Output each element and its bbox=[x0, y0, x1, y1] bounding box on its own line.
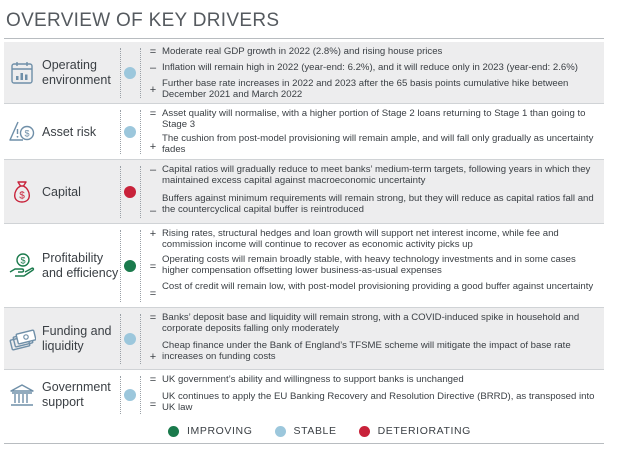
item-symbol: – bbox=[149, 205, 157, 217]
item-text: Buffers against minimum requirements will remain strong, but they will reduce as capital ratios fall and the countercyclical capital buffer is reintroduced bbox=[162, 193, 594, 215]
divider bbox=[120, 48, 121, 98]
item-symbol: = bbox=[149, 46, 157, 58]
trend-dot-stable bbox=[124, 333, 136, 345]
driver-label: Profitability and efficiency bbox=[42, 251, 119, 280]
divider bbox=[120, 376, 121, 414]
trend-dot-stable bbox=[124, 126, 136, 138]
svg-text:$: $ bbox=[19, 190, 25, 202]
item-symbol: = bbox=[149, 288, 157, 300]
item-text: The cushion from post-model provisioning will remain ample, and will fall only gradually as uncertainty fades bbox=[162, 133, 594, 155]
legend-item-stable bbox=[275, 425, 337, 437]
driver-row-government-support bbox=[4, 370, 604, 420]
item-text: Rising rates, structural hedges and loan growth will support net interest income, while fee and commission income will continue to recover as economic activity picks up bbox=[162, 228, 559, 250]
item-symbol: = bbox=[149, 374, 157, 386]
divider bbox=[140, 48, 141, 98]
legend-dot-improving bbox=[168, 426, 179, 437]
divider bbox=[120, 166, 121, 218]
divider bbox=[120, 314, 121, 364]
item-text: UK government’s ability and willingness to support banks is unchanged bbox=[162, 374, 464, 385]
driver-label: Capital bbox=[42, 184, 81, 199]
divider bbox=[120, 110, 121, 154]
divider bbox=[140, 314, 141, 364]
item-symbol: + bbox=[149, 84, 157, 96]
driver-row-asset-risk bbox=[4, 104, 604, 160]
item-text: UK continues to apply the EU Banking Recovery and Resolution Directive (BRRD), as transposed into UK law bbox=[162, 391, 595, 413]
page-title: OVERVIEW OF KEY DRIVERS bbox=[6, 10, 280, 31]
item-symbol: = bbox=[149, 312, 157, 324]
legend-item-deteriorating bbox=[359, 425, 471, 437]
divider bbox=[120, 230, 121, 302]
trend-dot-stable bbox=[124, 67, 136, 79]
driver-row-profitability-efficiency bbox=[4, 224, 604, 308]
item-text: Cheap finance under the Bank of England’s TFSME scheme will mitigate the impact of base rate increases on funding costs bbox=[162, 340, 571, 362]
driver-label: Government support bbox=[42, 380, 111, 409]
hand-coin-icon bbox=[8, 252, 36, 280]
svg-text:$: $ bbox=[24, 128, 30, 139]
item-text: Operating costs will remain broadly stable, with heavy technology investments and in some cases higher compensation offsetting lower business-as-usual expenses bbox=[162, 254, 576, 276]
government-building-icon bbox=[8, 381, 36, 409]
legend-dot-stable bbox=[275, 426, 286, 437]
calendar-chart-icon bbox=[8, 59, 36, 87]
trend-dot-improving bbox=[124, 260, 136, 272]
legend-dot-deteriorating bbox=[359, 426, 370, 437]
item-text: Cost of credit will remain low, with post-model provisioning providing a good buffer against uncertainty bbox=[162, 281, 594, 292]
item-text: Further base rate increases in 2022 and 2023 after the 65 basis points cumulative hike between December 2021 and March 2022 bbox=[162, 78, 569, 100]
item-symbol: – bbox=[149, 62, 157, 74]
driver-label: Funding and liquidity bbox=[42, 324, 112, 353]
item-text: Capital ratios will gradually reduce to meet banks’ medium-term targets, following years in which they maintained excess capital against macroeconomic uncertainty bbox=[162, 164, 591, 186]
divider bbox=[140, 110, 141, 154]
item-symbol: = bbox=[149, 399, 157, 411]
item-text: Moderate real GDP growth in 2022 (2.8%) and rising house prices bbox=[162, 46, 443, 57]
legend-label: STABLE bbox=[293, 425, 337, 437]
item-symbol: – bbox=[149, 164, 157, 176]
item-text: Inflation will remain high in 2022 (year-end: 6.2%), and it will reduce only in 2023 (year-end: 2.6%) bbox=[162, 62, 578, 73]
svg-text:$: $ bbox=[20, 255, 26, 266]
title-divider bbox=[4, 38, 604, 39]
driver-row-capital bbox=[4, 160, 604, 224]
legend-label: DETERIORATING bbox=[377, 425, 471, 437]
driver-label: Operating environment bbox=[42, 58, 111, 87]
money-bag-icon bbox=[8, 178, 36, 206]
trend-dot-deteriorating bbox=[124, 186, 136, 198]
divider bbox=[140, 376, 141, 414]
trend-dot-stable bbox=[124, 389, 136, 401]
legend-item-improving bbox=[168, 425, 253, 437]
item-symbol: + bbox=[149, 351, 157, 363]
divider bbox=[140, 230, 141, 302]
bottom-divider bbox=[4, 443, 604, 444]
item-text: Asset quality will normalise, with a higher portion of Stage 2 loans returning to Stage 1 than going to Stage 3 bbox=[162, 108, 586, 130]
item-symbol: = bbox=[149, 261, 157, 273]
driver-label: Asset risk bbox=[42, 124, 97, 139]
divider bbox=[140, 166, 141, 218]
legend-label: IMPROVING bbox=[187, 425, 253, 437]
driver-row-funding-liquidity bbox=[4, 308, 604, 370]
banknotes-icon bbox=[8, 325, 36, 353]
item-symbol: + bbox=[149, 141, 157, 153]
item-symbol: + bbox=[149, 228, 157, 240]
warning-coin-icon bbox=[8, 118, 36, 146]
item-symbol: = bbox=[149, 108, 157, 120]
item-text: Banks’ deposit base and liquidity will remain strong, with a COVID-induced spike in household and corporate deposits falling only moderately bbox=[162, 312, 580, 334]
legend bbox=[168, 425, 493, 437]
driver-row-operating-environment bbox=[4, 42, 604, 104]
